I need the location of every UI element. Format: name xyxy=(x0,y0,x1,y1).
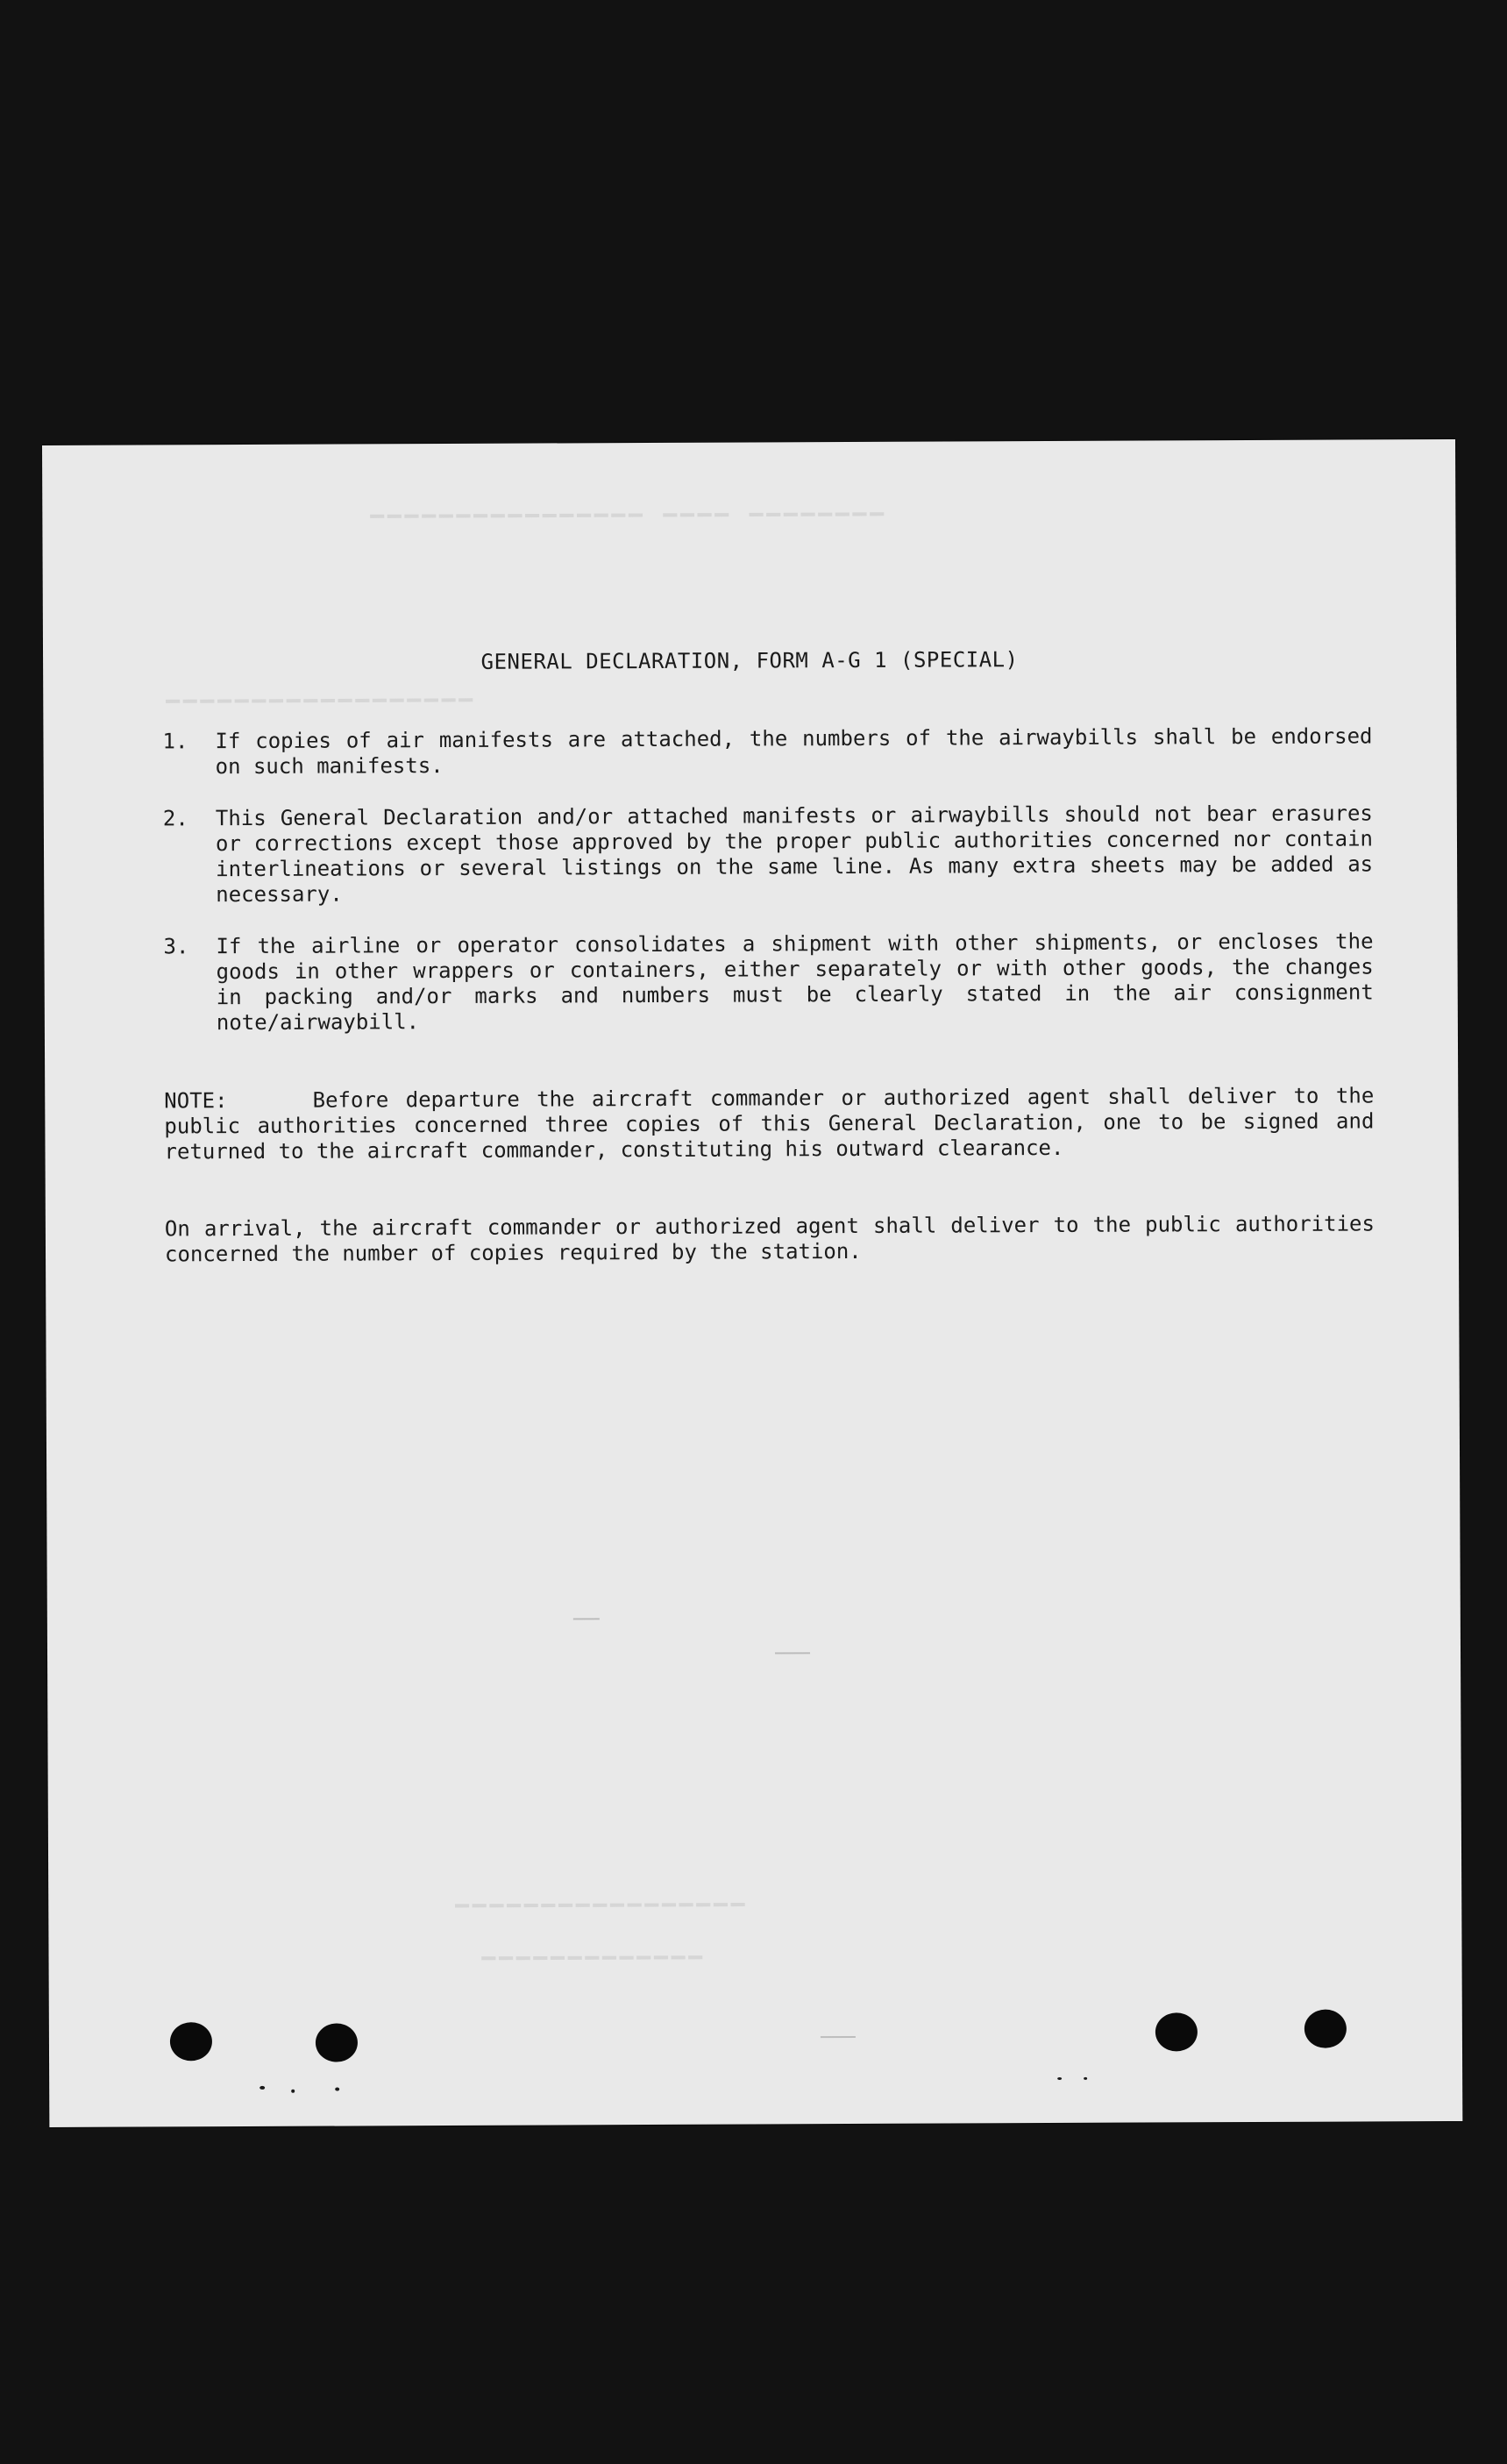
form-title: GENERAL DECLARATION, FORM A-G 1 (SPECIAL) xyxy=(480,647,1019,674)
bleed-through-line: ▁▁▁▁▁▁▁▁▁▁▁▁▁▁▁▁▁▁ xyxy=(166,675,477,704)
bleed-through-footer: ▁▁▁▁▁▁▁▁▁▁▁▁▁▁▁▁▁ xyxy=(451,1880,745,1908)
paper-mark xyxy=(775,1652,810,1654)
punch-hole xyxy=(1155,2012,1198,2051)
arrival-paragraph: On arrival, the aircraft commander or authorized agent shall deliver to the public authorities concerned the number of copies required by the station. xyxy=(164,1211,1375,1267)
document-page xyxy=(42,439,1462,2127)
item-text: If the airline or operator consolidates a shipment with other shipments, or encloses the goods in other wrappers or containers, either separately or with other goods, the changes in packing and/or marks and numbers must be clearly stated in the air consignment note/airwaybill. xyxy=(216,929,1374,1036)
punch-hole xyxy=(1304,2010,1347,2048)
bleed-through-footer-2: ▁▁▁▁▁▁▁▁▁▁▁▁▁ xyxy=(478,1933,703,1961)
item-number: 1. xyxy=(162,729,188,754)
punch-hole xyxy=(170,2022,212,2061)
ink-speck xyxy=(335,2088,339,2091)
instruction-item-3 xyxy=(163,929,1374,1036)
ink-speck xyxy=(291,2090,295,2093)
ink-speck xyxy=(1057,2077,1062,2080)
instruction-item-1 xyxy=(162,723,1373,780)
item-number: 3. xyxy=(163,934,189,959)
item-text: This General Declaration and/or attached manifests or airwaybills should not bear erasures or corrections except those approved by the proper public authorities concerned nor contain interlineations or several listings on the same line. As many extra sheets may be added as necessary. xyxy=(215,801,1374,908)
item-text: If copies of air manifests are attached, the numbers of the airwaybills shall be endorsed on such manifests. xyxy=(215,723,1373,780)
paper-mark xyxy=(573,1618,600,1620)
bleed-through-header: ▁▁▁▁▁▁▁▁ ▁▁▁▁ ▁▁▁▁▁▁▁▁▁▁▁▁▁▁▁▁ xyxy=(366,489,884,519)
punch-hole xyxy=(316,2023,358,2062)
note-paragraph: NOTE: Before departure the aircraft commander or authorized agent shall deliver to the public authorities concerned three copies of this General Declaration, one to be signed and returned to the aircraft commander, constituting his outward clearance. xyxy=(164,1083,1387,1164)
ink-speck xyxy=(1084,2077,1087,2080)
item-number: 2. xyxy=(162,806,188,831)
paper-mark xyxy=(821,2036,856,2038)
ink-speck xyxy=(259,2086,265,2090)
instruction-item-2 xyxy=(162,801,1374,908)
